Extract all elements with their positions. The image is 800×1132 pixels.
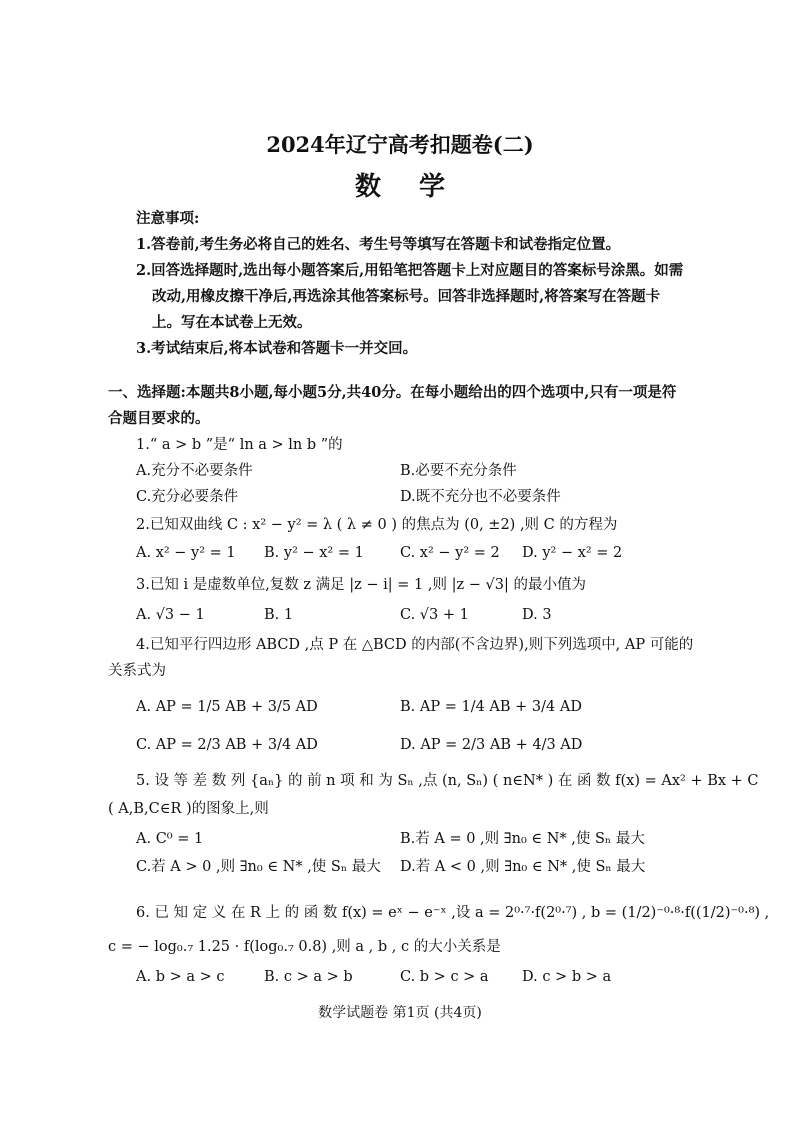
section-1-line-2: 合题目要求的。	[108, 410, 210, 427]
section-1-line-1: 一、选择题:本题共8小题,每小题5分,共40分。在每小题给出的四个选项中,只有一项是符	[108, 384, 677, 401]
subject-title: 数学	[354, 172, 483, 202]
question-2-option-c: C. x² − y² = 2	[400, 545, 500, 561]
question-4-stem-line-2: 关系式为	[108, 663, 166, 679]
page-footer: 数学试题卷 第1页 (共4页)	[318, 1005, 482, 1021]
notice-item-2-line-2: 改动,用橡皮擦干净后,再选涂其他答案标号。回答非选择题时,将答案写在答题卡	[152, 288, 661, 305]
question-6-option-a: A. b > a > c	[136, 969, 225, 985]
question-4-option-d: D. AP = 2/3 AB + 4/3 AD	[400, 737, 583, 753]
question-5-option-b: B.若 A = 0 ,则 ∃n₀ ∈ N* ,使 Sₙ 最大	[400, 831, 645, 847]
question-3-stem: 3.已知 i 是虚数单位,复数 z 满足 |z − i| = 1 ,则 |z − √3| 的最小值为	[136, 577, 586, 593]
exam-title: 2024年辽宁高考扣题卷(二)	[266, 132, 534, 157]
question-1-option-a: A.充分不必要条件	[136, 463, 253, 479]
question-5-stem-line-2: ( A,B,C∈R )的图象上,则	[108, 801, 269, 817]
question-6-stem-line-2: c = − log₀.₇ 1.25 · f(log₀.₇ 0.8) ,则 a , b , c 的大小关系是	[108, 939, 501, 955]
question-6-option-b: B. c > a > b	[264, 969, 353, 985]
question-4-option-b: B. AP = 1/4 AB + 3/4 AD	[400, 699, 582, 715]
question-4-option-c: C. AP = 2/3 AB + 3/4 AD	[136, 737, 318, 753]
question-1-option-b: B.必要不充分条件	[400, 463, 517, 479]
question-2-option-a: A. x² − y² = 1	[136, 545, 236, 561]
notice-item-1: 1.答卷前,考生务必将自己的姓名、考生号等填写在答题卡和试卷指定位置。	[136, 236, 621, 253]
notice-item-2-line-3: 上。写在本试卷上无效。	[152, 314, 312, 331]
question-3-option-d: D. 3	[522, 607, 552, 623]
question-5-option-c: C.若 A > 0 ,则 ∃n₀ ∈ N* ,使 Sₙ 最大	[136, 859, 381, 875]
question-5-option-d: D.若 A < 0 ,则 ∃n₀ ∈ N* ,使 Sₙ 最大	[400, 859, 646, 875]
question-6-option-d: D. c > b > a	[522, 969, 612, 985]
question-1-option-c: C.充分必要条件	[136, 489, 239, 505]
question-2-option-b: B. y² − x² = 1	[264, 545, 364, 561]
question-6-option-c: C. b > c > a	[400, 969, 489, 985]
question-5-option-a: A. C⁰ = 1	[136, 831, 204, 847]
notice-item-2-line-1: 2.回答选择题时,选出每小题答案后,用铅笔把答题卡上对应题目的答案标号涂黑。如需	[136, 262, 684, 279]
notice-item-3: 3.考试结束后,将本试卷和答题卡一并交回。	[136, 340, 418, 357]
question-3-option-c: C. √3 + 1	[400, 607, 469, 623]
question-3-option-b: B. 1	[264, 607, 294, 623]
question-2-stem: 2.已知双曲线 C : x² − y² = λ ( λ ≠ 0 ) 的焦点为 (0, ±2) ,则 C 的方程为	[136, 517, 618, 533]
question-1-option-d: D.既不充分也不必要条件	[400, 489, 561, 505]
question-5-stem-line-1: 5. 设 等 差 数 列 {aₙ} 的 前 n 项 和 为 Sₙ ,点 (n, Sₙ) ( n∈N* ) 在 函 数 f(x) = Ax² + Bx + C	[136, 773, 759, 789]
notice-heading: 注意事项:	[136, 210, 200, 227]
question-4-stem-line-1: 4.已知平行四边形 ABCD ,点 P 在 △BCD 的内部(不含边界),则下列选项中, AP 可能的	[136, 637, 694, 653]
question-1-stem: 1.“ a > b ”是“ ln a > ln b ”的	[136, 437, 343, 453]
question-4-option-a: A. AP = 1/5 AB + 3/5 AD	[136, 699, 318, 715]
question-2-option-d: D. y² − x² = 2	[522, 545, 623, 561]
question-3-option-a: A. √3 − 1	[136, 607, 205, 623]
question-6-stem-line-1: 6. 已 知 定 义 在 R 上 的 函 数 f(x) = eˣ − e⁻ˣ ,设 a = 2⁰·⁷·f(2⁰·⁷) , b = (1/2)⁻⁰·⁸·f((1/2)⁻⁰·⁸) ,	[136, 905, 770, 921]
